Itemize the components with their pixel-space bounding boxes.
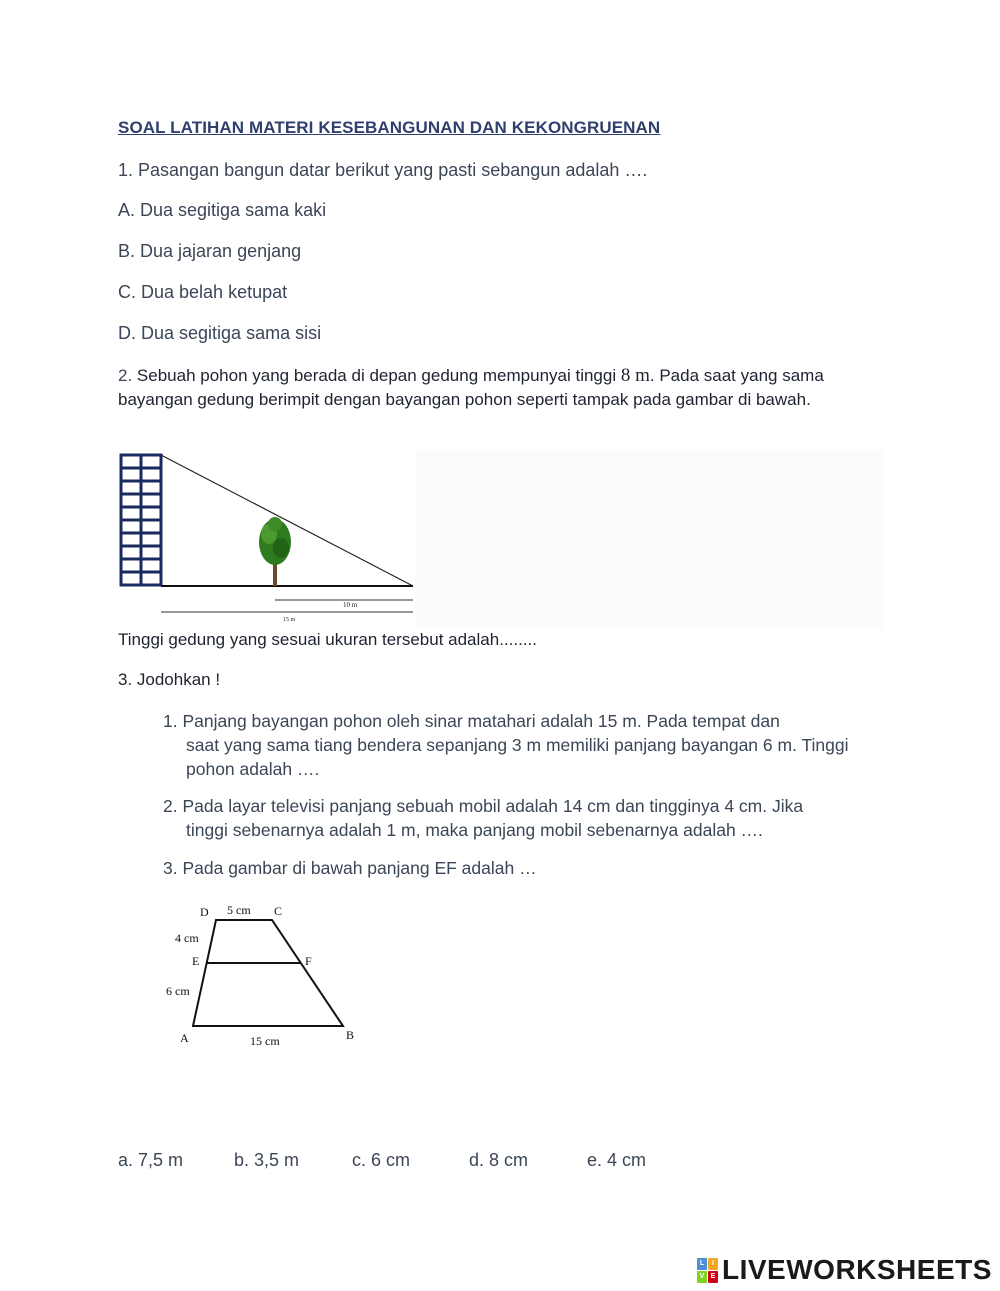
q2-number: 2. — [118, 366, 133, 385]
label-10m: 10 m — [343, 601, 358, 609]
point-f: F — [305, 954, 312, 968]
question-1-text: 1. Pasangan bangun datar berikut yang pasti sebangun adalah …. — [118, 160, 648, 180]
logo-block-e: E — [708, 1271, 718, 1283]
shadow-ray — [161, 455, 413, 586]
q2-text-b: . Pada saat yang sama bayangan gedung berimpit dengan bayangan pohon seperti tampak pada gambar di bawah. — [118, 366, 824, 409]
liveworksheets-logo — [697, 1255, 992, 1285]
point-d: D — [200, 905, 209, 919]
q1-option-d: D. Dua segitiga sama sisi — [118, 323, 322, 343]
building-icon — [121, 455, 161, 585]
question-3-heading: 3. Jodohkan ! — [118, 670, 221, 689]
logo-text: LIVEWORKSHEETS — [722, 1254, 992, 1285]
q1-option-c: C. Dua belah ketupat — [118, 282, 288, 302]
q2-height: 8 m — [620, 365, 650, 386]
point-c: C — [274, 904, 283, 918]
logo-block-l: L — [697, 1258, 707, 1270]
q2-text-a: Sebuah pohon yang berada di depan gedung mempunyai tinggi — [132, 366, 621, 385]
q3-item-3: 3. Pada gambar di bawah panjang EF adalah … — [163, 858, 537, 878]
q3-item-1-rest: saat yang sama tiang bendera sepanjang 3 m memiliki panjang bayangan 6 m. Tinggi pohon adalah …. — [186, 735, 849, 779]
trapezoid-shape — [193, 920, 343, 1026]
building-tree-shadow-figure — [115, 450, 420, 630]
answer-c: c. 6 cm — [352, 1150, 411, 1170]
point-e: E — [192, 954, 200, 968]
q3-item-1-first: 1. Panjang bayangan pohon oleh sinar matahari adalah 15 m. Pada tempat dan — [163, 711, 780, 731]
trapezoid-figure — [160, 895, 370, 1055]
tree-icon — [259, 517, 291, 586]
figure-background — [415, 450, 883, 628]
label-base-15cm: 15 cm — [250, 1034, 280, 1048]
worksheet-title: SOAL LATIHAN MATERI KESEBANGUNAN DAN KEKONGRUENAN — [118, 118, 661, 137]
question-2-text — [118, 364, 878, 412]
q1-option-b: B. Dua jajaran genjang — [118, 241, 302, 261]
answer-d: d. 8 cm — [469, 1150, 529, 1170]
point-b: B — [346, 1028, 355, 1042]
answer-b: b. 3,5 m — [234, 1150, 300, 1170]
label-4cm: 4 cm — [175, 931, 199, 945]
q3-item-2 — [163, 794, 883, 842]
label-6cm: 6 cm — [166, 984, 190, 998]
label-15m: 15 m — [283, 617, 296, 623]
q1-option-a: A. Dua segitiga sama kaki — [118, 200, 327, 220]
q3-item-1 — [163, 709, 883, 781]
question-2-prompt: Tinggi gedung yang sesuai ukuran tersebut adalah........ — [118, 630, 537, 649]
q3-item-2-first: 2. Pada layar televisi panjang sebuah mobil adalah 14 cm dan tingginya 4 cm. Jika — [163, 796, 804, 816]
logo-blocks-icon — [697, 1258, 718, 1283]
logo-block-i: I — [708, 1258, 718, 1270]
label-top-5cm: 5 cm — [227, 903, 251, 917]
q3-item-2-rest: tinggi sebenarnya adalah 1 m, maka panjang mobil sebenarnya adalah …. — [186, 820, 763, 840]
answer-a: a. 7,5 m — [118, 1150, 184, 1170]
point-a: A — [180, 1031, 189, 1045]
logo-block-v: V — [697, 1271, 707, 1283]
answer-e: e. 4 cm — [587, 1150, 647, 1170]
